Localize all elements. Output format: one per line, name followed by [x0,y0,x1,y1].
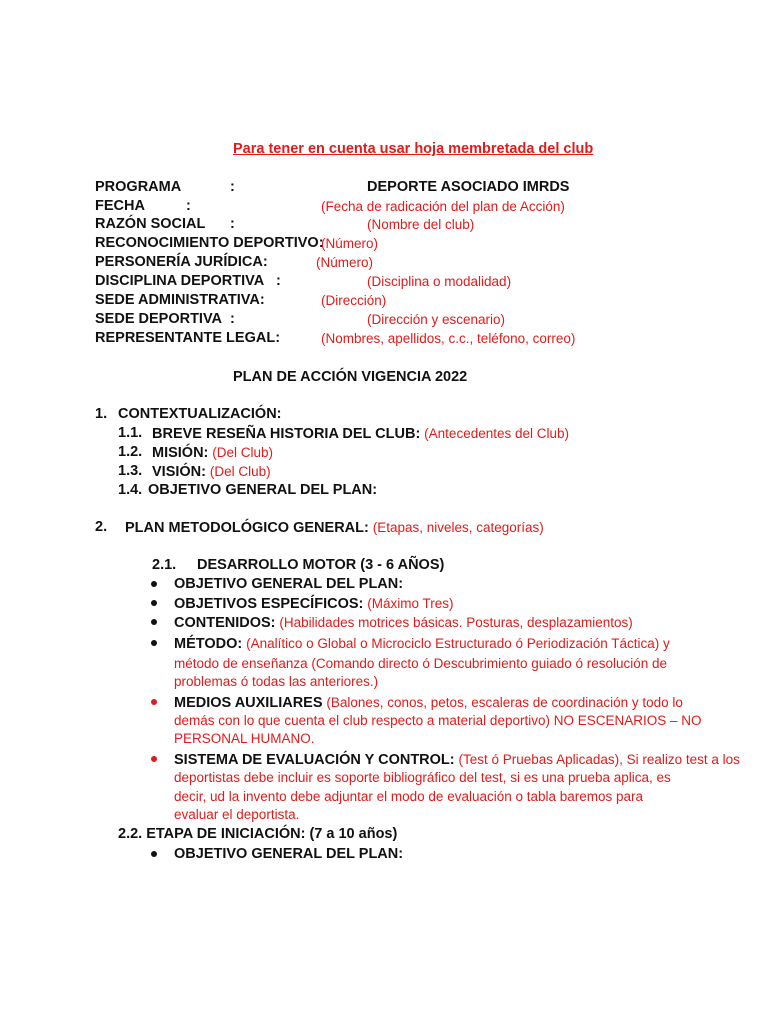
field-value-sede-deportiva: (Dirección y escenario) [367,312,506,327]
sub-2-1-number: 2.1. [152,557,177,573]
bullet-medios-line-1 [174,693,683,712]
field-colon-disciplina: : [276,273,281,289]
section-2-number: 2. [95,519,108,535]
bullet-icon [151,756,157,762]
medios-text-1: (Balones, conos, petos, escaleras de coordinación y todo lo [326,695,683,710]
contenidos-value: (Habilidades motrices básicas. Posturas, desplazamientos) [279,615,633,630]
item-1-4-label: OBJETIVO GENERAL DEL PLAN: [148,482,378,498]
field-colon-programa: : [230,179,235,195]
item-1-1-value: (Antecedentes del Club) [424,426,570,441]
sistema-text-1: (Test ó Pruebas Aplicadas), Si realizo test a los [458,752,740,767]
objetivos-especificos-value: (Máximo Tres) [367,596,454,611]
item-1-2-value: (Del Club) [212,445,274,460]
sub-2-1-title: DESARROLLO MOTOR (3 - 6 AÑOS) [197,557,445,573]
plan-title: PLAN DE ACCIÓN VIGENCIA 2022 [233,369,468,385]
item-1-1-number: 1.1. [118,425,143,441]
field-value-disciplina: (Disciplina o modalidad) [367,274,512,289]
field-value-reconocimiento: (Número) [321,236,379,251]
bullet-sistema-line-1 [174,750,740,769]
metodo-text-2: método de enseñanza (Comando directo ó Descubrimiento guiado ó resolución de [174,656,668,671]
item-1-3-value: (Del Club) [209,464,271,479]
field-label-reconocimiento: RECONOCIMIENTO DEPORTIVO: [95,235,324,251]
sistema-label: SISTEMA DE EVALUACIÓN Y CONTROL: [174,752,455,768]
field-value-personeria: (Número) [316,255,374,270]
field-value-fecha: (Fecha de radicación del plan de Acción) [321,199,565,214]
metodo-text-1: (Analítico o Global o Microciclo Estructurado ó Periodización Táctica) y [246,636,670,651]
header-note: Para tener en cuenta usar hoja membretada del club [233,141,594,157]
medios-text-3: PERSONAL HUMANO. [174,731,315,746]
field-label-representante: REPRESENTANTE LEGAL: [95,330,281,346]
field-label-sede-admin: SEDE ADMINISTRATIVA: [95,292,265,308]
metodo-text-3: problemas ó todas las anteriores.) [174,674,379,689]
section-1-title: CONTEXTUALIZACIÓN: [118,406,282,422]
field-label-personeria: PERSONERÍA JURÍDICA: [95,254,268,270]
objetivos-especificos-label: OBJETIVOS ESPECÍFICOS: [174,596,364,612]
field-value-razon-social: (Nombre del club) [367,217,475,232]
field-colon-sede-deportiva: : [230,311,235,327]
bullet-icon [151,619,157,625]
field-label-programa: PROGRAMA [95,179,182,195]
sub-2-2-title: 2.2. ETAPA DE INICIACIÓN: (7 a 10 años) [118,826,398,842]
field-colon-razon-social: : [230,216,235,232]
medios-label: MEDIOS AUXILIARES [174,695,323,711]
bullet-icon [151,600,157,606]
section-2-heading [125,518,544,537]
field-label-fecha: FECHA [95,198,145,214]
bullet-icon [151,581,157,587]
item-1-3-number: 1.3. [118,463,143,479]
item-1-1-label: BREVE RESEÑA HISTORIA DEL CLUB: [152,426,421,442]
field-label-disciplina: DISCIPLINA DEPORTIVA [95,273,265,289]
sistema-text-3: decir, ud la invento debe adjuntar el modo de evaluación o tabla baremos para [174,789,644,804]
field-colon-fecha: : [186,198,191,214]
section-2-title: PLAN METODOLÓGICO GENERAL: [125,520,369,536]
field-value-programa: DEPORTE ASOCIADO IMRDS [367,179,570,195]
metodo-label: MÉTODO: [174,636,243,652]
sistema-text-2: deportistas debe incluir es soporte bibliográfico del test, si es una prueba aplica, es [174,770,671,785]
bullet-icon [151,699,157,705]
section-1-number: 1. [95,406,108,422]
field-label-sede-deportiva: SEDE DEPORTIVA [95,311,223,327]
bullet-icon [151,640,157,646]
item-1-2 [152,443,273,462]
sub-2-2-objetivo-general: OBJETIVO GENERAL DEL PLAN: [174,846,404,862]
item-1-1 [152,424,569,443]
bullet-metodo-line-1 [174,634,670,653]
item-1-4-number: 1.4. [118,482,143,498]
bullet-contenidos [174,613,633,632]
item-1-3 [152,462,271,481]
medios-text-2: demás con lo que cuenta el club respecto a material deportivo) NO ESCENARIOS – NO [174,713,702,728]
section-2-value: (Etapas, niveles, categorías) [372,520,544,535]
sistema-text-4: evaluar el deportista. [174,807,300,822]
bullet-icon [151,851,157,857]
contenidos-label: CONTENIDOS: [174,615,276,631]
bullet-objetivos-especificos [174,594,454,613]
field-value-sede-admin: (Dirección) [321,293,387,308]
bullet-objetivo-general: OBJETIVO GENERAL DEL PLAN: [174,576,404,592]
field-label-razon-social: RAZÓN SOCIAL [95,216,206,232]
field-value-representante: (Nombres, apellidos, c.c., teléfono, correo) [321,331,576,346]
item-1-2-number: 1.2. [118,444,143,460]
item-1-2-label: MISIÓN: [152,445,209,461]
item-1-3-label: VISIÓN: [152,464,206,480]
